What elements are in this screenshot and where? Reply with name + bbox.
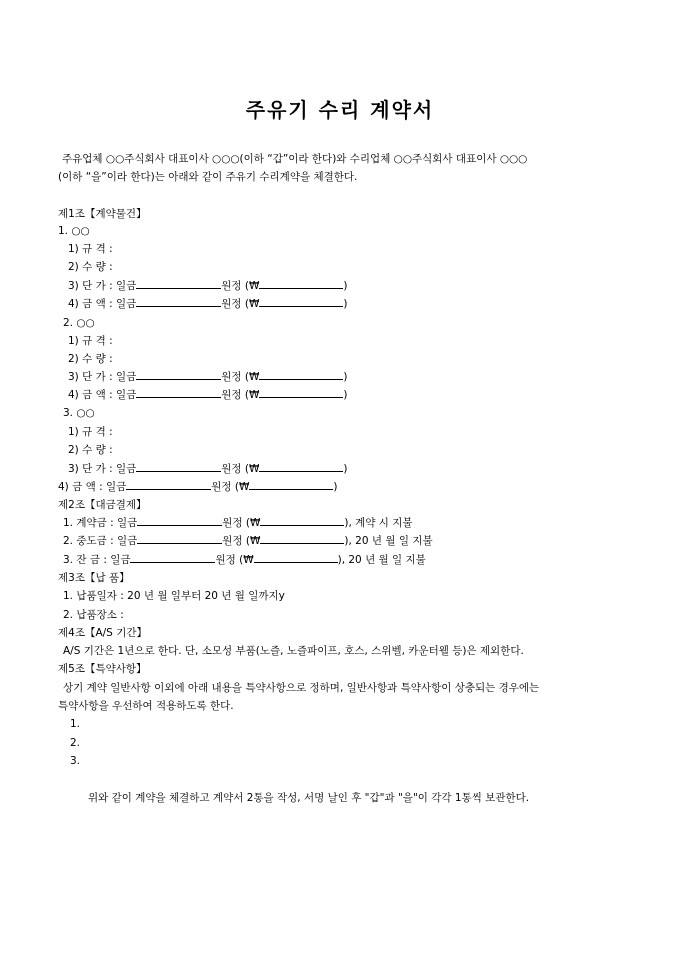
article-4-heading: 제4조【A/S 기간】 — [58, 627, 147, 639]
figure-blank — [259, 387, 343, 398]
item-2-spec: 1) 규 격 : — [68, 335, 113, 347]
unit-price-label: 3) 단 가 : 일금 — [68, 280, 137, 292]
item-2-number: 2. ○○ — [63, 317, 95, 329]
amount-label: 4) 금 액 : 일금 — [58, 481, 127, 493]
item-1-amount — [68, 296, 347, 312]
amount-blank — [130, 552, 215, 563]
close-paren: ) — [343, 298, 348, 310]
amount-blank — [136, 278, 221, 289]
won-label: 원정 (₩ — [215, 554, 254, 566]
special-terms-line-1: 상기 계약 일반사항 이외에 아래 내용을 특약사항으로 정하며, 일반사항과 특약사항이 상충되는 경우에는 — [63, 682, 540, 694]
amount-blank — [136, 296, 221, 307]
intro-line-2: (이하 “을”이라 한다)는 아래와 같이 주유기 수리계약을 체결한다. — [58, 171, 358, 183]
special-term-item-3: 3. — [70, 755, 81, 767]
amount-blank — [136, 387, 221, 398]
unit-price-label: 3) 단 가 : 일금 — [68, 463, 137, 475]
amount-label: 4) 금 액 : 일금 — [68, 389, 137, 401]
won-label: 원정 (₩ — [221, 389, 260, 401]
special-terms-line-2: 특약사항을 우선하여 적용하도록 한다. — [58, 700, 234, 712]
amount-label: 4) 금 액 : 일금 — [68, 298, 137, 310]
close-paren: ) — [333, 481, 338, 493]
item-1-number: 1. ○○ — [58, 225, 90, 237]
amount-blank — [137, 515, 222, 526]
intro-line-1: 주유업체 ○○주식회사 대표이사 ○○○(이하 “갑”이라 한다)와 수리업체 ○○주식회사 대표이사 ○○○ — [62, 153, 528, 165]
figure-blank — [259, 296, 343, 307]
article-5-heading: 제5조【특약사항】 — [58, 663, 147, 675]
won-label: 원정 (₩ — [221, 280, 260, 292]
item-1-unit-price — [68, 278, 347, 294]
article-3-heading: 제3조【납 품】 — [58, 572, 130, 584]
figure-blank — [259, 369, 343, 380]
payment-label: 1. 계약금 : 일금 — [63, 517, 138, 529]
document-title: 주유기 수리 계약서 — [245, 98, 435, 122]
closing-statement: 위와 같이 계약을 체결하고 계약서 2통을 작성, 서명 날인 후 "갑"과 "을"이 각각 1통씩 보관한다. — [88, 792, 530, 804]
item-2-amount — [68, 387, 347, 403]
special-term-item-1: 1. — [70, 718, 81, 730]
special-term-item-2: 2. — [70, 737, 81, 749]
payment-terms: ), 20 년 월 일 지불 — [344, 535, 433, 547]
close-paren: ) — [343, 463, 348, 475]
warranty-text: A/S 기간은 1년으로 한다. 단, 소모성 부품(노즐, 노즐파이프, 호스, 스위벨, 카운터웰 등)은 제외한다. — [63, 645, 524, 657]
amount-blank — [137, 533, 222, 544]
amount-blank — [136, 461, 221, 472]
figure-blank — [260, 515, 344, 526]
payment-row-deposit — [63, 515, 413, 531]
figure-blank — [259, 461, 343, 472]
figure-blank — [260, 533, 344, 544]
amount-blank — [126, 479, 211, 490]
item-3-quantity: 2) 수 량 : — [68, 444, 113, 456]
won-label: 원정 (₩ — [221, 463, 260, 475]
payment-row-balance — [63, 552, 426, 568]
close-paren: ) — [343, 389, 348, 401]
close-paren: ) — [343, 280, 348, 292]
item-2-quantity: 2) 수 량 : — [68, 353, 113, 365]
item-3-spec: 1) 규 격 : — [68, 426, 113, 438]
amount-blank — [136, 369, 221, 380]
delivery-date: 1. 납품일자 : 20 년 월 일부터 20 년 월 일까지y — [63, 590, 285, 602]
won-label: 원정 (₩ — [221, 371, 260, 383]
figure-blank — [259, 278, 343, 289]
item-3-amount — [58, 479, 337, 495]
item-2-unit-price — [68, 369, 347, 385]
delivery-place: 2. 납품장소 : — [63, 609, 124, 621]
figure-blank — [254, 552, 338, 563]
figure-blank — [249, 479, 333, 490]
won-label: 원정 (₩ — [222, 535, 261, 547]
article-2-heading: 제2조【대금결제】 — [58, 499, 147, 511]
won-label: 원정 (₩ — [222, 517, 261, 529]
won-label: 원정 (₩ — [221, 298, 260, 310]
unit-price-label: 3) 단 가 : 일금 — [68, 371, 137, 383]
payment-terms: ), 20 년 월 일 지불 — [337, 554, 426, 566]
payment-label: 2. 중도금 : 일금 — [63, 535, 138, 547]
won-label: 원정 (₩ — [211, 481, 250, 493]
item-3-number: 3. ○○ — [63, 407, 95, 419]
payment-label: 3. 잔 금 : 일금 — [63, 554, 131, 566]
payment-row-interim — [63, 533, 433, 549]
article-1-heading: 제1조【계약물건】 — [58, 208, 147, 220]
item-1-spec: 1) 규 격 : — [68, 243, 113, 255]
close-paren: ) — [343, 371, 348, 383]
payment-terms: ), 계약 시 지불 — [344, 517, 413, 529]
item-3-unit-price — [68, 461, 347, 477]
item-1-quantity: 2) 수 량 : — [68, 261, 113, 273]
